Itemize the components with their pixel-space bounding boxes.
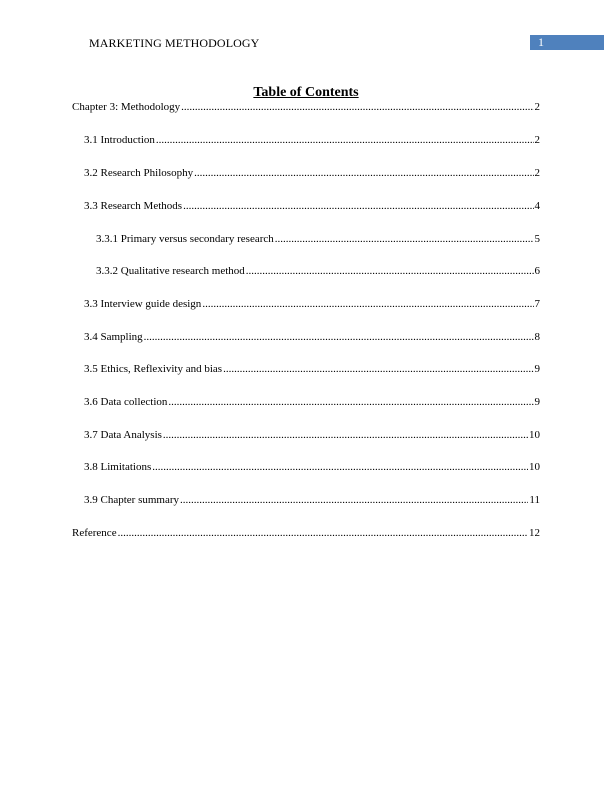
toc-entry-label: 3.3 Interview guide design xyxy=(84,298,202,310)
toc-entry-page: 10 xyxy=(529,429,540,441)
toc-dot-leader xyxy=(194,167,533,180)
toc-entry-page: 2 xyxy=(534,134,540,146)
toc-dot-leader xyxy=(152,461,528,474)
toc-dot-leader xyxy=(181,101,533,114)
toc-title: Table of Contents xyxy=(253,85,359,100)
toc-entry-3-3-interview[interactable] xyxy=(84,297,540,311)
toc-dot-leader xyxy=(246,265,534,278)
page-number-badge: 1 xyxy=(530,35,604,50)
running-header-title: MARKETING METHODOLOGY xyxy=(89,36,260,50)
toc-entry-3-1[interactable] xyxy=(84,133,540,147)
toc-dot-leader xyxy=(202,298,533,311)
toc-dot-leader xyxy=(180,494,528,507)
toc-entry-page: 9 xyxy=(534,396,540,408)
toc-entry-page: 11 xyxy=(529,494,540,506)
toc-entry-label: 3.5 Ethics, Reflexivity and bias xyxy=(84,363,223,375)
toc-entry-page: 2 xyxy=(534,167,540,179)
toc-dot-leader xyxy=(118,527,528,540)
toc-entry-label: 3.9 Chapter summary xyxy=(84,494,180,506)
toc-entry-chapter-3[interactable] xyxy=(72,100,540,114)
toc-entry-label: 3.2 Research Philosophy xyxy=(84,167,194,179)
toc-entry-label: 3.4 Sampling xyxy=(84,331,143,343)
toc-entry-3-8[interactable] xyxy=(84,460,540,474)
toc-entry-label: Chapter 3: Methodology xyxy=(72,101,181,113)
toc-entry-label: Reference xyxy=(72,527,117,539)
toc-entry-label: 3.3.1 Primary versus secondary research xyxy=(96,233,274,245)
toc-entry-3-9[interactable] xyxy=(84,493,540,507)
toc-entry-label: 3.3 Research Methods xyxy=(84,200,183,212)
toc-entry-3-5[interactable] xyxy=(84,362,540,376)
toc-entry-label: 3.1 Introduction xyxy=(84,134,155,146)
toc-entry-3-2[interactable] xyxy=(84,166,540,180)
toc-entry-3-3-2[interactable] xyxy=(96,264,540,278)
toc-entry-page: 4 xyxy=(534,200,540,212)
toc-entry-page: 8 xyxy=(534,331,540,343)
toc-dot-leader xyxy=(156,134,534,147)
toc-entry-reference[interactable] xyxy=(72,526,540,540)
toc-entry-label: 3.8 Limitations xyxy=(84,461,152,473)
toc-entry-page: 9 xyxy=(534,363,540,375)
toc-dot-leader xyxy=(144,331,534,344)
toc-dot-leader xyxy=(275,233,534,246)
toc-entry-label: 3.3.2 Qualitative research method xyxy=(96,265,245,277)
toc-entry-3-4[interactable] xyxy=(84,330,540,344)
toc-entry-page: 5 xyxy=(534,233,540,245)
toc-entry-3-3-1[interactable] xyxy=(96,232,540,246)
toc-dot-leader xyxy=(163,429,528,442)
toc-entry-3-3[interactable] xyxy=(84,199,540,213)
toc-entry-page: 10 xyxy=(529,461,540,473)
toc-entry-label: 3.7 Data Analysis xyxy=(84,429,162,441)
toc-entry-page: 7 xyxy=(534,298,540,310)
toc-entry-3-7[interactable] xyxy=(84,428,540,442)
toc-entry-page: 12 xyxy=(529,527,540,539)
toc-entry-3-6[interactable] xyxy=(84,395,540,409)
toc-entry-page: 2 xyxy=(534,101,540,113)
toc-dot-leader xyxy=(168,396,533,409)
toc-dot-leader xyxy=(183,200,533,213)
toc-entry-label: 3.6 Data collection xyxy=(84,396,168,408)
toc-dot-leader xyxy=(223,363,533,376)
toc-entry-page: 6 xyxy=(534,265,540,277)
